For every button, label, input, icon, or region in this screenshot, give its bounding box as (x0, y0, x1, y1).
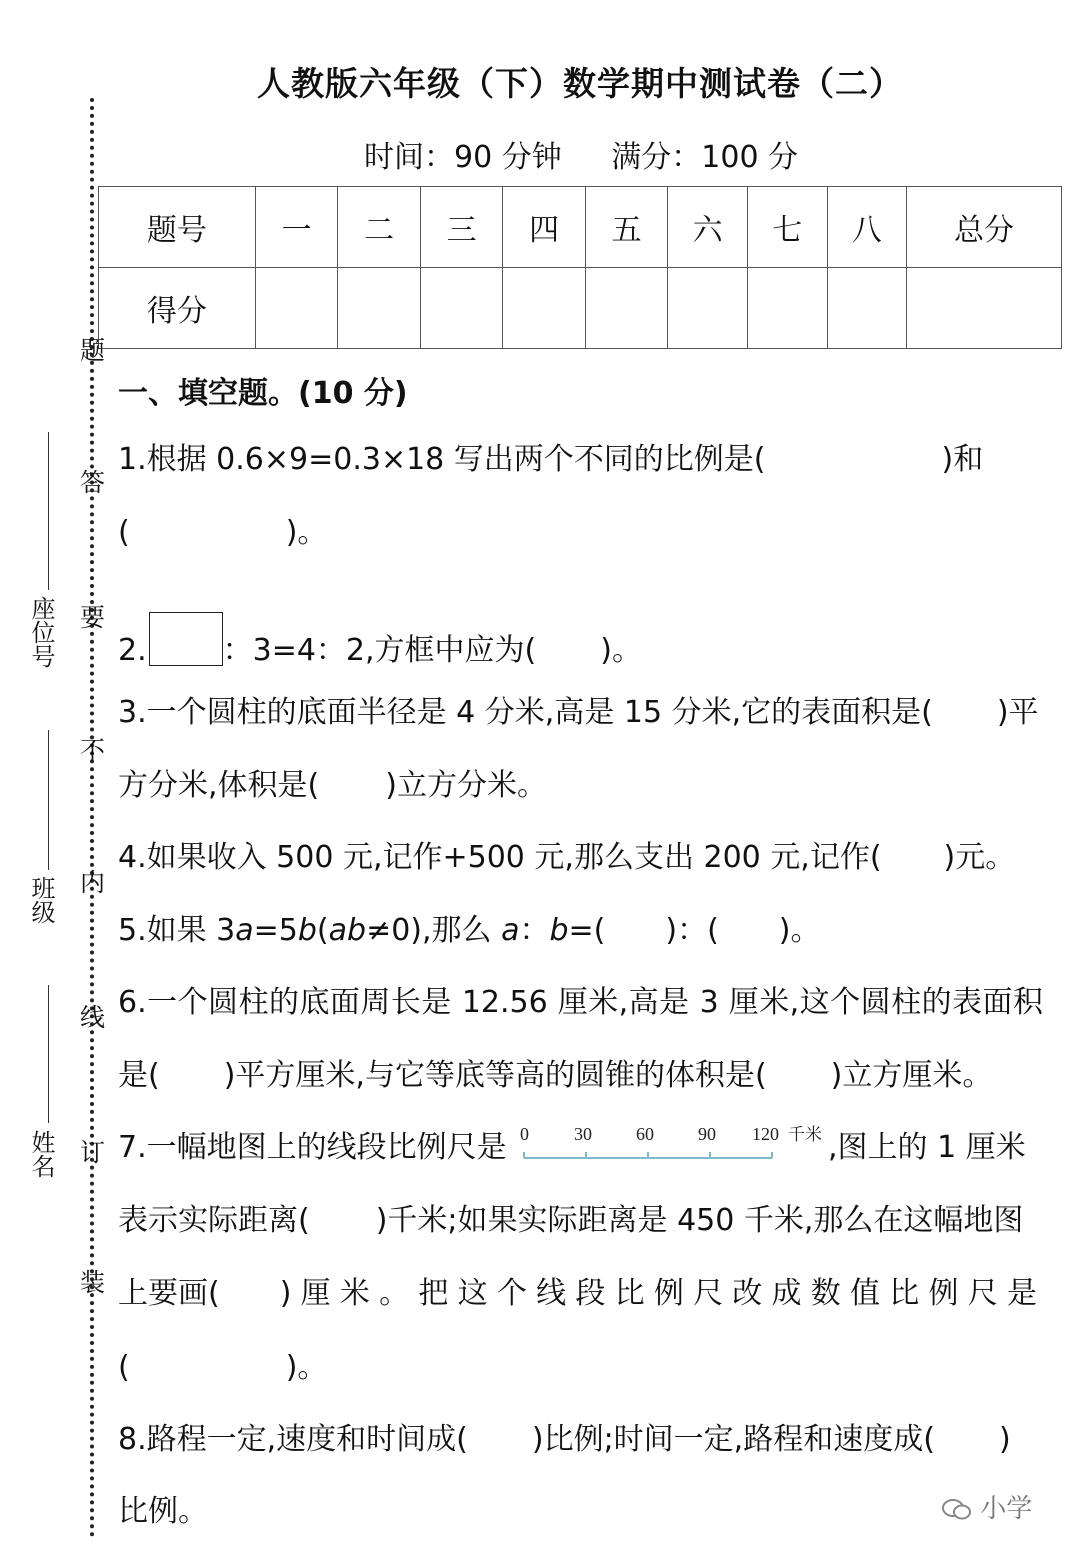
binding-warning-char: 内 (80, 868, 106, 897)
question-3-line-2 (118, 768, 547, 804)
seat-field-line[interactable] (48, 432, 49, 590)
line-scale-bar (520, 1124, 836, 1164)
q2-text: 2. (118, 633, 147, 668)
score-cell[interactable] (503, 268, 586, 349)
q6-text: )立方厘米。 (830, 1058, 993, 1093)
binding-warning-char: 装 (80, 1268, 106, 1297)
question-7-line-4 (118, 1350, 327, 1386)
seat-label: 座位号 (27, 596, 55, 668)
header-cell: 题号 (99, 187, 256, 268)
name-label: 姓名 (27, 1130, 55, 1178)
header-cell: 七 (747, 187, 827, 268)
header-cell: 六 (668, 187, 748, 268)
binding-dotted-line (90, 98, 94, 1538)
q5-text: ≠0),那么 (366, 913, 502, 948)
question-3-line-1 (118, 695, 1039, 731)
question-1-line-2 (118, 515, 327, 551)
q7-text: 上要画( (118, 1276, 220, 1311)
q8-text: ) (998, 1422, 1011, 1457)
score-cell[interactable] (907, 268, 1062, 349)
q2-answer-box[interactable] (149, 612, 223, 666)
scale-unit-label: 千米 (788, 1125, 822, 1145)
q7-text: )千米;如果实际距离是 450 千米,那么在这幅地图 (375, 1203, 1024, 1238)
q2-text: )。 (600, 633, 642, 668)
score-cell[interactable] (338, 268, 421, 349)
binding-warning-char: 订 (80, 1138, 106, 1167)
q5-text: )：( (665, 913, 719, 948)
header-cell: 二 (338, 187, 421, 268)
binding-warning-char: 题 (80, 336, 106, 365)
page-title: 人教版六年级（下）数学期中测试卷（二） (257, 64, 903, 103)
question-5 (118, 913, 821, 949)
binding-warning-char: 要 (80, 603, 106, 632)
class-label: 班级 (27, 876, 55, 924)
q7-text: ( (118, 1350, 130, 1385)
score-table (98, 186, 1062, 349)
exam-info (364, 132, 838, 176)
exam-time: 时间：90 分钟 (364, 140, 562, 175)
scale-tick-label: 30 (574, 1124, 592, 1144)
q3-text: )立方分米。 (385, 768, 547, 803)
q6-text: )平方厘米,与它等底等高的圆锥的体积是( (223, 1058, 767, 1093)
section-title: 一、填空题。(10 分) (118, 376, 408, 411)
score-cell[interactable] (747, 268, 827, 349)
q4-text: )元。 (943, 840, 1016, 875)
scale-tick-label: 60 (636, 1124, 654, 1144)
score-cell[interactable] (668, 268, 748, 349)
score-cell[interactable] (585, 268, 668, 349)
q7-answer-blank-2[interactable] (220, 1276, 280, 1312)
scale-tick-label: 0 (520, 1124, 529, 1144)
question-1-line-1 (118, 442, 983, 478)
exam-full-score: 满分：100 分 (611, 140, 799, 175)
binding-warning-char: 答 (80, 468, 106, 497)
q1-text: 1.根据 0.6×9=0.3×18 写出两个不同的比例是( (118, 442, 766, 477)
question-7-line-2 (118, 1203, 1023, 1239)
question-6-line-1: 6.一个圆柱的底面周长是 12.56 厘米,高是 3 厘米,这个圆柱的表面积 (118, 985, 1043, 1020)
score-cell[interactable] (827, 268, 907, 349)
question-2 (118, 612, 642, 669)
q1-text: ( (118, 515, 130, 550)
score-row-label: 得分 (99, 268, 256, 349)
question-7-line-3 (118, 1276, 1043, 1312)
watermark (942, 1488, 1032, 1525)
q5-text: )。 (778, 913, 821, 948)
name-field-line[interactable] (48, 985, 49, 1123)
header-cell: 三 (420, 187, 503, 268)
q5-text: =5 (253, 913, 298, 948)
q3-text: 3.一个圆柱的底面半径是 4 分米,高是 15 分米,它的表面积是( (118, 695, 933, 730)
q6-text: 是( (118, 1058, 160, 1093)
header-cell: 总分 (907, 187, 1062, 268)
q8-text: )比例;时间一定,路程和速度成( (531, 1422, 935, 1457)
q5-variable: a (501, 913, 520, 948)
q7-text: )。 (285, 1350, 328, 1385)
binding-warning-char: 线 (80, 1003, 106, 1032)
q4-text: 4.如果收入 500 元,记作+500 元,那么支出 200 元,记作( (118, 840, 882, 875)
q5-variable: a (235, 913, 254, 948)
question-6-line-2 (118, 1058, 992, 1094)
header-cell: 八 (827, 187, 907, 268)
q5-variable: b (297, 913, 317, 948)
q3-text: )平 (996, 695, 1039, 730)
header-cell: 五 (585, 187, 668, 268)
q5-variable: b (549, 913, 569, 948)
header-cell: 四 (503, 187, 586, 268)
question-8-line-1 (118, 1422, 1011, 1458)
q3-text: 方分米,体积是( (118, 768, 320, 803)
scale-tick-label: 90 (698, 1124, 716, 1144)
question-4 (118, 840, 1015, 876)
q5-text: =( (568, 913, 606, 948)
binding-warning-char: 不 (80, 736, 106, 765)
score-table-score-row (99, 268, 1062, 349)
question-7-line-1: 7.一幅地图上的线段比例尺是 (118, 1130, 507, 1165)
q1-text: )和 (941, 442, 984, 477)
q5-variable: ab (328, 913, 367, 948)
score-cell[interactable] (255, 268, 338, 349)
q5-text: ： (519, 913, 550, 948)
q5-text: ( (316, 913, 329, 948)
header-cell: 一 (255, 187, 338, 268)
watermark-text: 小学 (980, 1494, 1033, 1524)
q7-text: )厘米。把这个线段比例尺改成数值比例尺是 (279, 1276, 1043, 1311)
q1-text: )。 (285, 515, 328, 550)
wechat-icon (942, 1498, 972, 1520)
q8-text: 8.路程一定,速度和时间成( (118, 1422, 468, 1457)
score-cell[interactable] (420, 268, 503, 349)
q2-text: ：3=4：2,方框中应为( (222, 633, 537, 668)
scale-tick-label: 120 (752, 1124, 779, 1144)
class-field-line[interactable] (48, 730, 49, 870)
score-table-header-row (99, 187, 1062, 268)
q7-text: 表示实际距离( (118, 1203, 310, 1238)
q5-text: 5.如果 3 (118, 913, 236, 948)
question-8-line-2: 比例。 (118, 1494, 208, 1529)
q7-text: ,图上的 1 厘米 (828, 1130, 1026, 1165)
